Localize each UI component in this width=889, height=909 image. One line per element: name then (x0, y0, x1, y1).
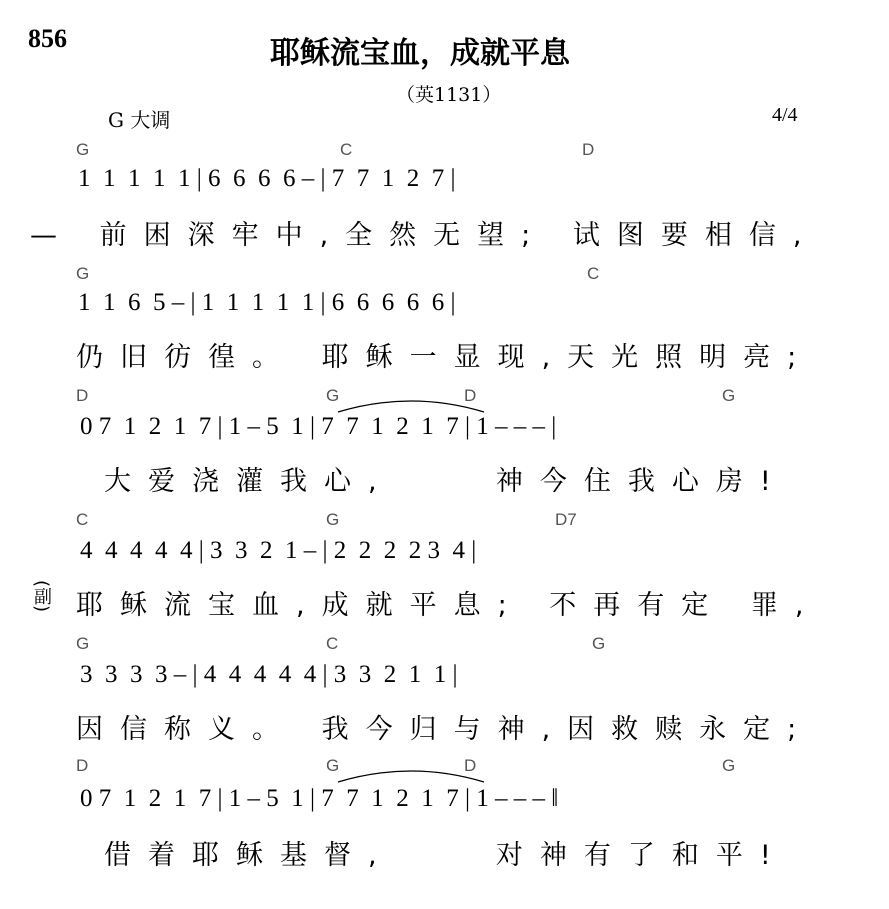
chorus-label: (副) (31, 580, 52, 613)
notation-row: 0 7 1 2 1 7 | 1 – 5 1 | 7 7 1 2 1 7 | 1 – – – ‖ (80, 785, 559, 812)
hymn-title: 耶稣流宝血，成就平息 (270, 36, 570, 71)
chord: G (76, 140, 90, 159)
notation-row: 0 7 1 2 1 7 | 1 – 5 1 | 7 7 1 2 1 7 | 1 – – – | (80, 413, 557, 440)
chord: G (592, 634, 606, 653)
lyric-row: 借着耶稣基督, 对神有了和平! (104, 840, 788, 871)
notation-row: 1 1 1 1 1 | 6 6 6 6 – | 7 7 1 2 7 | (78, 165, 456, 192)
lyric-row: — 前困深牢中,全然无望; 试图要相信, (30, 220, 819, 251)
chord: G (326, 386, 340, 405)
lyric-row: 耶稣流宝血,成就平息; 不再有定 罪, (76, 590, 821, 621)
lyric-row: 因信称义。 我今归与神,因救赎永定; (76, 714, 814, 745)
slur (336, 766, 486, 784)
chord: C (340, 140, 353, 159)
chord: G (326, 510, 340, 529)
chord: C (326, 634, 339, 653)
chord: D (464, 756, 477, 775)
notation-row: 3 3 3 3 – | 4 4 4 4 4 | 3 3 2 1 1 | (80, 661, 458, 688)
chord: D (582, 140, 595, 159)
chord: C (587, 264, 600, 283)
chord: G (326, 756, 340, 775)
hymn-reference: （英1131） (396, 84, 502, 106)
chord: D (76, 386, 89, 405)
slur (336, 396, 486, 414)
time-signature: 4/4 (772, 104, 798, 126)
lyric-row: 仍旧彷徨。 耶稣一显现,天光照明亮; (76, 342, 814, 373)
chord: G (76, 634, 90, 653)
lyric-row: 大爱浇灌我心, 神今住我心房! (104, 466, 788, 497)
chord: G (722, 756, 736, 775)
chord: G (722, 386, 736, 405)
hymn-number: 856 (28, 24, 67, 53)
notation-row: 4 4 4 4 4 | 3 3 2 1 – | 2 2 2 2 3 4 | (80, 537, 477, 564)
key-signature: G 大调 (108, 108, 171, 132)
chord: C (76, 510, 89, 529)
chord: D7 (555, 510, 577, 529)
notation-row: 1 1 6 5 – | 1 1 1 1 1 | 6 6 6 6 6 | (78, 289, 456, 316)
chord: D (464, 386, 477, 405)
chord: D (76, 756, 89, 775)
chord: G (76, 264, 90, 283)
